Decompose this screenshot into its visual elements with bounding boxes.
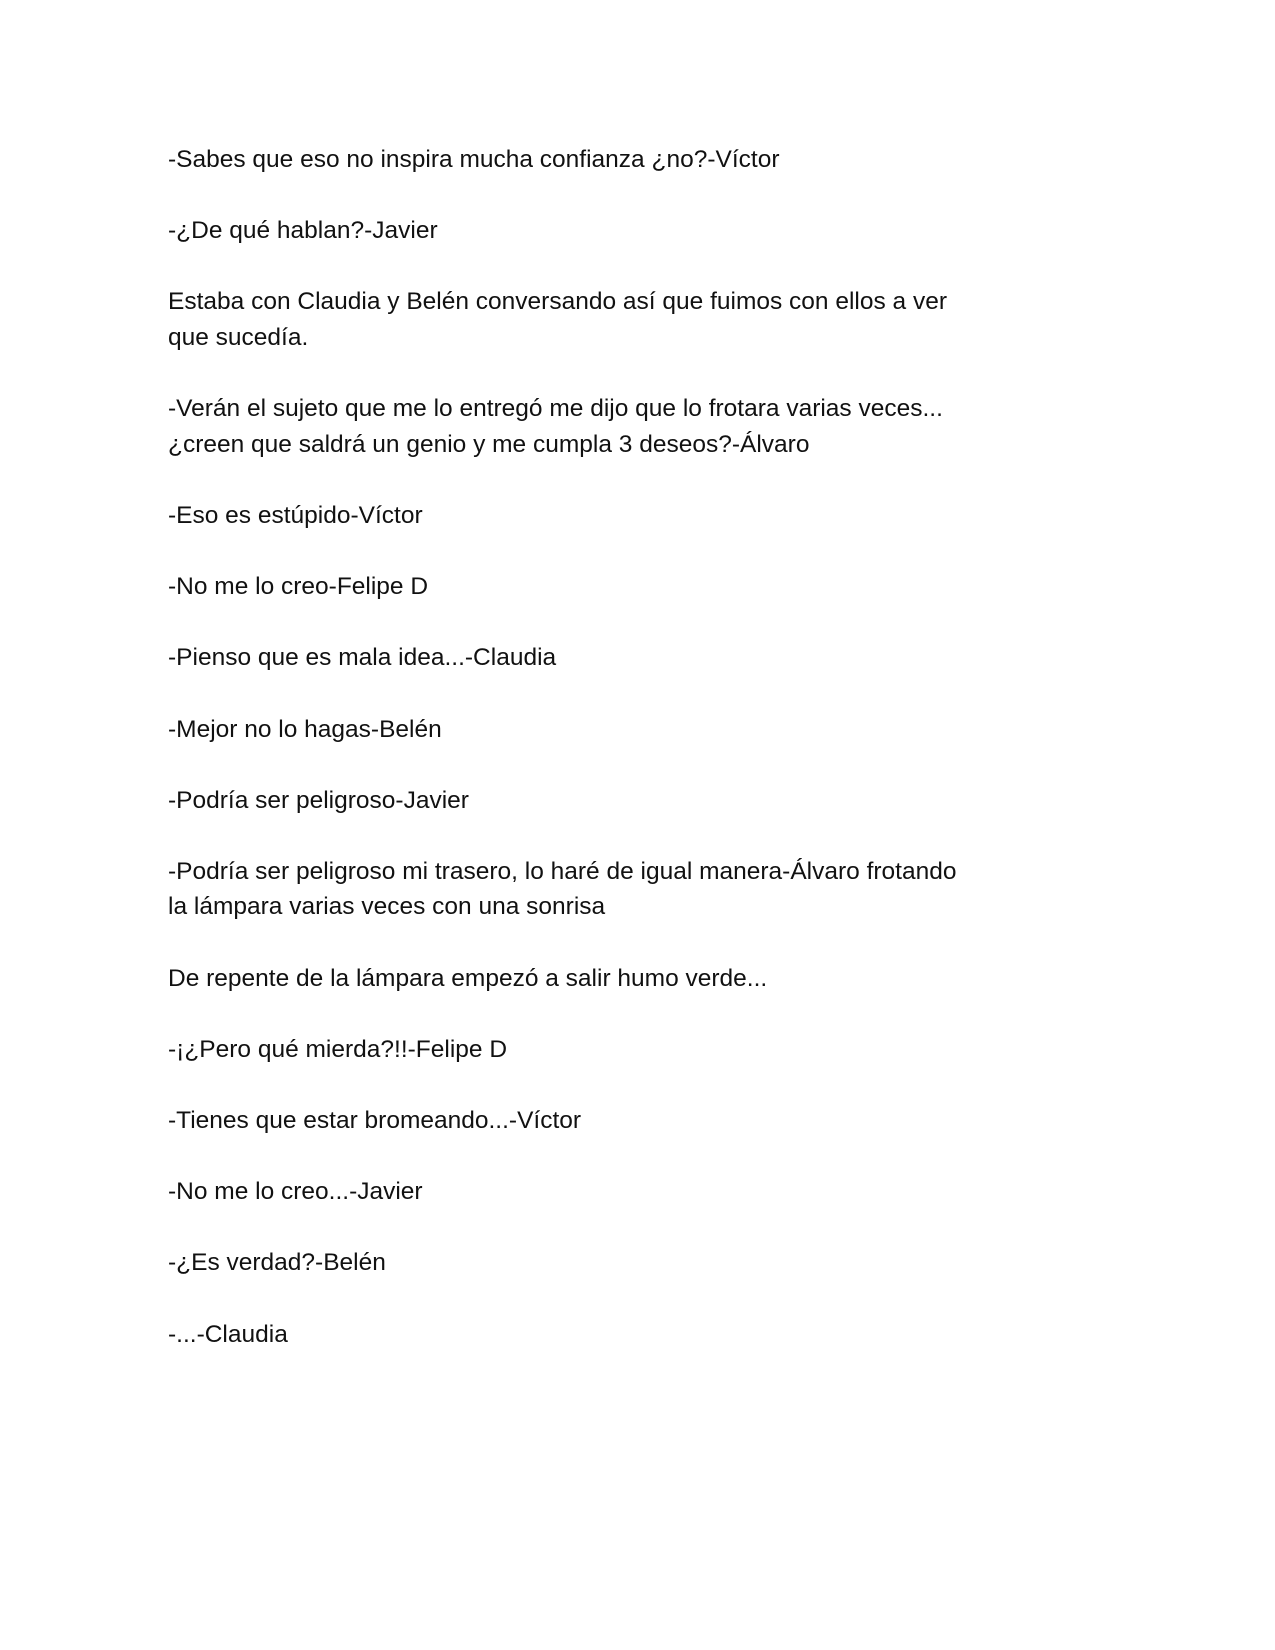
document-page [168, 142, 1068, 1388]
text-line: -Pienso que es mala idea...-Claudia [168, 644, 557, 672]
paragraph [168, 961, 1068, 997]
paragraph [168, 569, 1068, 605]
text-line: ¿creen que saldrá un genio y me cumpla 3 deseos?-Álvaro [168, 430, 810, 458]
paragraph [168, 1317, 1068, 1353]
text-line: -Eso es estúpido-Víctor [168, 501, 423, 529]
text-line: -Podría ser peligroso-Javier [168, 786, 469, 814]
paragraph [168, 498, 1068, 534]
text-line: -No me lo creo...-Javier [168, 1178, 423, 1206]
text-line: -Mejor no lo hagas-Belén [168, 715, 442, 743]
text-line: -...-Claudia [168, 1320, 288, 1348]
text-line: -Podría ser peligroso mi trasero, lo haré de igual manera-Álvaro frotando [168, 857, 957, 885]
paragraph [168, 783, 1068, 819]
text-line: -Tienes que estar bromeando...-Víctor [168, 1107, 582, 1135]
paragraph [168, 1032, 1068, 1068]
paragraph [168, 213, 1068, 249]
paragraph [168, 1103, 1068, 1139]
paragraph [168, 391, 1068, 462]
text-line: que sucedía. [168, 323, 309, 351]
text-line: -¿De qué hablan?-Javier [168, 217, 438, 245]
paragraph [168, 712, 1068, 748]
paragraph [168, 640, 1068, 676]
text-line: -¿Es verdad?-Belén [168, 1249, 386, 1277]
paragraph [168, 142, 1068, 178]
paragraph [168, 854, 1068, 925]
text-line: De repente de la lámpara empezó a salir humo verde... [168, 964, 768, 992]
paragraph [168, 1245, 1068, 1281]
paragraph [168, 284, 1068, 355]
text-line: la lámpara varias veces con una sonrisa [168, 893, 606, 921]
text-line: Estaba con Claudia y Belén conversando así que fuimos con ellos a ver [168, 288, 948, 316]
text-line: -Sabes que eso no inspira mucha confianza ¿no?-Víctor [168, 146, 780, 173]
text-line: -Verán el sujeto que me lo entregó me dijo que lo frotara varias veces... [168, 395, 943, 423]
text-line: -No me lo creo-Felipe D [168, 573, 429, 601]
text-line: -¡¿Pero qué mierda?!!-Felipe D [168, 1035, 508, 1063]
paragraph [168, 1174, 1068, 1210]
